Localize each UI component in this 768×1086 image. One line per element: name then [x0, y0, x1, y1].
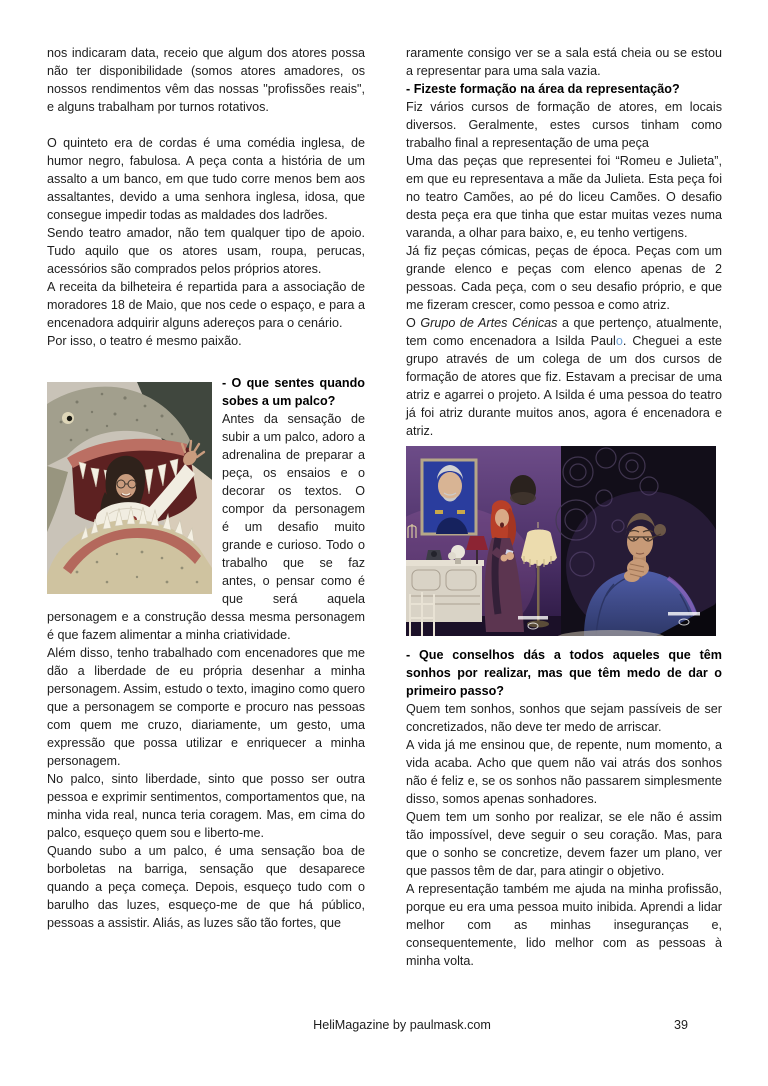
question-with-photo-section [47, 374, 365, 932]
paragraph: O quinteto era de cordas é uma comédia inglesa, de humor negro, fabulosa. A peça conta a história de um assalto a um banco, em que tudo corre menos bem aos assaltantes, devido a uma senhora inglesa, idosa, que consegue impedir todas as maldades dos ladrões. [47, 136, 365, 222]
page-footer [47, 1018, 721, 1038]
footer-credit: HeliMagazine by paulmask.com [313, 1018, 491, 1032]
text-run: . Cheguei a este grupo através de um colega de um dos cursos de formação de atores que fiz. Estavam a precisar de uma atriz e agarrei o projeto. A Isilda é uma pessoa do teatro já foi atriz durante muitos anos, agora é encenadora e atriz. [406, 334, 723, 438]
dinosaur-photo-graphic [47, 382, 212, 594]
paragraph: Sendo teatro amador, não tem qualquer tipo de apoio. Tudo aquilo que os atores usam, roupa, perucas, acessórios são comprados pelos próprios atores. [47, 226, 365, 276]
paragraph: Além disso, tenho trabalhado com encenadores que me dão a liberdade de eu própria desenhar a minha personagem. Assim, estudo o texto, imagino como quero que a personagem se comporte e procuro nas pessoas com quem me cruzo, diariamente, um gesto, uma expressão que possa utilizar e enriquecer a minha personagem. [47, 646, 365, 768]
paragraph: A representação também me ajuda na minha profissão, porque eu era uma pessoa muito inibida. Aprendi a lidar melhor com as minhas inseguranças e, consequentemente, lido melhor com as pessoas à minha volta. [406, 882, 722, 968]
paragraph: Uma das peças que representei foi “Romeu e Julieta”, em que eu representava a mãe da Julieta. Esta peça foi no teatro Camões, ao pé do liceu Camões. O desafio desta peça era que tinha que estar muitas vezes numa varanda, a olhar para baixo, e, eu tenho vertigens. [406, 154, 722, 240]
dinosaur-photo [47, 382, 212, 594]
interview-question: - O que sentes quando sobes a um palco? [222, 376, 365, 408]
text-run: O [406, 316, 421, 330]
interview-question: - Fizeste formação na área da representação? [406, 82, 680, 96]
left-column [47, 44, 365, 932]
paragraph: Quem tem sonhos, sonhos que sejam passíveis de ser concretizados, não deve ter medo de arriscar. [406, 702, 722, 734]
paragraph: nos indicaram data, receio que algum dos atores possa não ter disponibilidade (somos atores amadores, os nossos rendimentos vêm das nossas "profissões reais", e alguns trabalham por turnos rotativos. [47, 46, 365, 114]
paragraph: A vida já me ensinou que, de repente, num momento, a vida acaba. Acho que quem não vai atrás dos sonhos não é feliz e, se os sonhos não passarem simplesmente disso, somos apenas sonhadores. [406, 738, 722, 806]
paragraph [406, 314, 722, 440]
paragraph: Já fiz peças cómicas, peças de época. Peças com um grande elenco e peças com elenco apenas de 2 pessoas. Cada peça, com o seu desafio próprio, e que me fizeram crescer, como pessoa e como atriz. [406, 244, 722, 312]
blue-letter: o [615, 334, 623, 348]
page-number: 39 [673, 1018, 688, 1032]
stage-photo [406, 446, 716, 636]
stage-photo-graphic [406, 446, 716, 636]
text-run: a que pertenço, atualmente, tem como encenadora a Isilda Paul [406, 316, 722, 348]
paragraph: A receita da bilheteira é repartida para a associação de moradores 18 de Maio, que nos cede o espaço, e para a encenadora adquirir alguns adereços para o cenário. [47, 280, 365, 330]
group-name-italic: Grupo de Artes Cénicas [420, 316, 558, 330]
paragraph-gap [47, 116, 365, 134]
paragraph: raramente consigo ver se a sala está cheia ou se estou a representar para uma sala vazia. [406, 46, 722, 78]
paragraph: Quando subo a um palco, é uma sensação boa de borboletas na barriga, sensação que desaparece quando a peça começa. Depois, esqueço tudo com o barulho das luzes, esqueço-me de que há público, pessoas a assistir. Aliás, as luzes são tão fortes, que [47, 844, 365, 930]
paragraph: Antes da sensação de subir a um palco, adoro a adrenalina de preparar a peça, os ensaios e o decorar os textos. O compor da personagem é um desafio muito grande e curioso. Todo o trabalho que se faz antes, o pensar como é que será aquela personagem e a construção dessa mesma personagem é que fazem alimentar a minha criatividade. [47, 412, 365, 642]
paragraph: Fiz vários cursos de formação de atores, em locais diversos. Geralmente, estes cursos tinham como trabalho final a representação de uma peça [406, 100, 722, 150]
paragraph: Por isso, o teatro é mesmo paixão. [47, 334, 242, 348]
interview-question: - Que conselhos dás a todos aqueles que têm sonhos por realizar, mas que têm medo de dar o primeiro passo? [406, 648, 722, 698]
paragraph: Quem tem um sonho por realizar, se ele não é assim tão impossível, deve seguir o seu coração. Mas, para que o sonho se concretize, devem fazer um plano, ver que passos têm de dar, para atingir o objetivo. [406, 810, 722, 878]
right-column [406, 44, 722, 970]
paragraph: No palco, sinto liberdade, sinto que posso ser outra pessoa e exprimir sentimentos, comportamentos que, na minha vida real, nunca teria coragem. Mas, em cima do palco, esqueço quem sou e liberto-me. [47, 772, 365, 840]
